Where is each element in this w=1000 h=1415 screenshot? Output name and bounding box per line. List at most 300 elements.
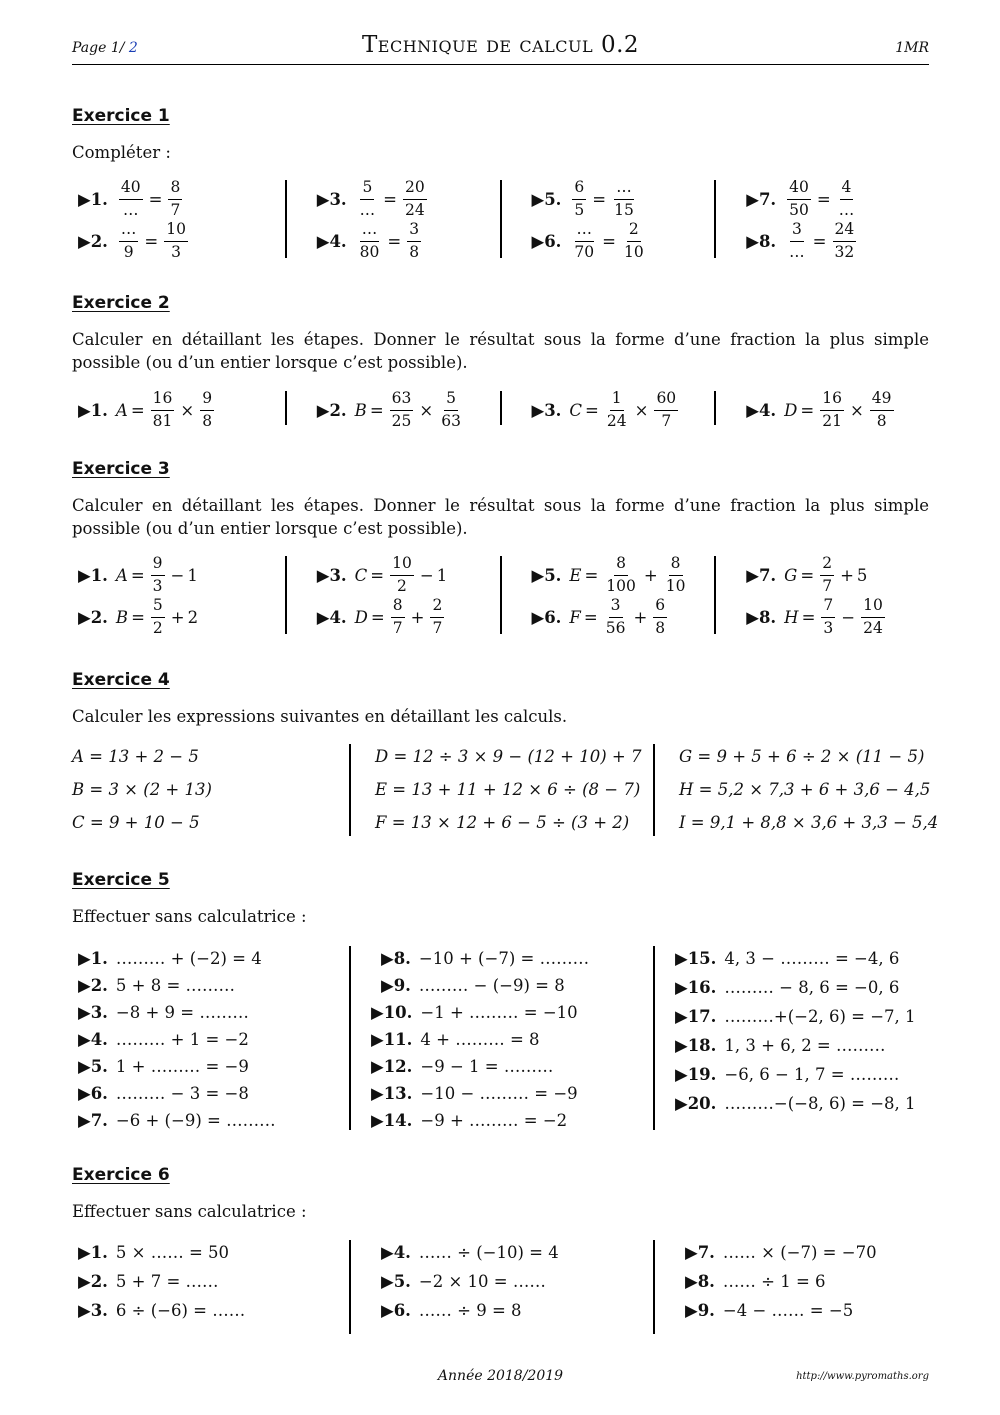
expression: …… × (−7) = −70 — [722, 1243, 877, 1262]
numerator: 49 — [870, 391, 894, 411]
item-number: ▶2. — [78, 1272, 108, 1291]
operator: − — [841, 607, 856, 627]
ex5-item — [381, 976, 565, 995]
numerator: 3 — [609, 598, 623, 618]
equals-sign: = — [130, 400, 145, 420]
fraction — [407, 222, 421, 260]
operator: + — [170, 607, 185, 627]
ex5-instruction: Effectuer sans calculatrice : — [72, 907, 307, 926]
item-number: ▶4. — [381, 1243, 411, 1262]
expression: 1 + ……… = −9 — [115, 1057, 249, 1076]
ex4-grid — [72, 744, 939, 836]
numerator: 4 — [840, 180, 854, 200]
fraction — [821, 598, 835, 636]
numerator: 16 — [820, 391, 844, 411]
equals-sign: = — [370, 565, 385, 585]
item-number: ▶18. — [675, 1036, 717, 1055]
denominator: … — [123, 200, 139, 219]
fraction — [390, 391, 414, 429]
ex5-item — [675, 978, 899, 997]
item-number: ▶3. — [78, 1003, 108, 1022]
ex5-item — [78, 949, 262, 968]
ex5-item — [78, 976, 235, 995]
denominator: 15 — [614, 200, 634, 219]
fraction — [151, 556, 165, 594]
equals-sign: = — [812, 231, 827, 251]
ex6-item — [381, 1272, 546, 1291]
variable-name: F — [569, 607, 581, 627]
numerator: 5 — [360, 180, 374, 200]
ex5-item — [78, 1003, 249, 1022]
item-number: ▶2. — [78, 607, 108, 627]
item-number: ▶15. — [675, 949, 717, 968]
fraction — [403, 180, 427, 218]
ex5-title: Exercice 5 — [72, 870, 170, 890]
fraction — [870, 391, 894, 429]
denominator: 8 — [655, 618, 666, 637]
ex6-title: Exercice 6 — [72, 1165, 170, 1185]
variable-name: E — [569, 565, 582, 585]
ex5-item — [675, 1007, 916, 1026]
ex3-item — [317, 556, 447, 594]
equals-sign: = — [383, 189, 397, 209]
integer-term: 1 — [436, 565, 448, 585]
fraction — [164, 222, 188, 260]
ex6-col-1 — [72, 1240, 349, 1334]
numerator: 8 — [669, 556, 683, 576]
item-number: ▶12. — [371, 1057, 413, 1076]
ex2-grid — [72, 389, 929, 430]
equals-sign: = — [801, 607, 816, 627]
ex6-item — [685, 1272, 826, 1291]
equals-sign: = — [583, 607, 598, 627]
denominator: 81 — [152, 411, 173, 430]
ex1-col-4 — [714, 178, 929, 261]
ex4-col-3 — [653, 744, 939, 836]
ex5-item — [371, 1030, 540, 1049]
page-total-link[interactable]: 2 — [128, 40, 138, 56]
operator: − — [419, 565, 434, 585]
ex6-col-3 — [653, 1240, 929, 1334]
ex3-grid — [72, 554, 929, 637]
ex1-item — [317, 180, 430, 218]
expression: ………−(−8, 6) = −8, 1 — [724, 1094, 916, 1113]
expression: A = 13 + 2 − 5 — [72, 747, 199, 766]
item-number: ▶5. — [78, 1057, 108, 1076]
footer-url[interactable]: http://www.pyromaths.org — [796, 1371, 929, 1382]
denominator: 80 — [359, 242, 380, 261]
numerator: 10 — [390, 556, 414, 576]
ex5-item — [371, 1057, 553, 1076]
fraction — [861, 598, 885, 636]
item-number: ▶8. — [746, 607, 777, 627]
expression: −9 − 1 = ……… — [420, 1057, 554, 1076]
ex4-col-2 — [349, 744, 653, 836]
expression: 6 ÷ (−6) = …… — [115, 1301, 246, 1320]
denominator: 63 — [441, 411, 461, 430]
item-number: ▶2. — [78, 231, 108, 251]
denominator: 8 — [202, 411, 213, 430]
expression: −1 + ……… = −10 — [420, 1003, 578, 1022]
ex5-item — [78, 1111, 276, 1130]
ex5-item — [371, 1084, 578, 1103]
ex4-instruction: Calculer les expressions suivantes en détaillant les calculs. — [72, 707, 568, 726]
expression: 1, 3 + 6, 2 = ……… — [724, 1036, 886, 1055]
denominator: 24 — [606, 411, 627, 430]
denominator: 100 — [606, 576, 636, 595]
page-header — [72, 30, 929, 65]
fraction — [833, 222, 857, 260]
integer-term: 2 — [187, 607, 199, 627]
item-number: ▶9. — [381, 976, 411, 995]
numerator: 5 — [151, 598, 165, 618]
ex5-item — [675, 1094, 916, 1113]
ex3-item — [78, 598, 198, 636]
equals-sign: = — [816, 189, 831, 209]
operator: + — [410, 607, 425, 627]
expression: ……… − (−9) = 8 — [418, 976, 565, 995]
ex3-col-3 — [500, 554, 715, 637]
fraction — [622, 222, 646, 260]
ex5-item — [675, 1065, 899, 1084]
footer-year: Année 2018/2019 — [437, 1368, 564, 1384]
variable-name: C — [354, 565, 368, 585]
denominator: 50 — [789, 200, 809, 219]
fraction — [605, 391, 629, 429]
fraction — [787, 180, 811, 218]
numerator: … — [575, 222, 595, 242]
ex3-col-2 — [285, 554, 500, 637]
numerator: 24 — [833, 222, 857, 242]
fraction — [358, 222, 382, 260]
ex5-grid — [72, 946, 929, 1130]
item-number: ▶8. — [685, 1272, 715, 1291]
expression: …… ÷ (−10) = 4 — [418, 1243, 559, 1262]
item-number: ▶9. — [685, 1301, 715, 1320]
item-number: ▶3. — [316, 189, 347, 209]
fraction — [439, 391, 463, 429]
ex2-title: Exercice 2 — [72, 293, 170, 313]
expression: B = 3 × (2 + 13) — [72, 780, 212, 799]
ex3-item — [532, 598, 671, 636]
fraction — [168, 180, 182, 218]
ex6-item — [381, 1301, 522, 1320]
fraction — [653, 598, 667, 636]
variable-name: B — [354, 400, 367, 420]
denominator: 7 — [392, 618, 403, 637]
item-number: ▶13. — [371, 1084, 413, 1103]
numerator: 20 — [403, 180, 427, 200]
ex3-item — [78, 556, 198, 594]
ex5-item — [371, 1003, 578, 1022]
ex3-instruction: Calculer en détaillant les étapes. Donner le résultat sous la forme d’une fraction la plus simple possible (ou d’un entier lorsque c’est possible). — [72, 496, 929, 538]
variable-name: H — [784, 607, 799, 627]
ex1-item — [78, 222, 191, 260]
denominator: 8 — [409, 242, 420, 261]
fraction — [151, 598, 165, 636]
denominator: 7 — [822, 576, 833, 595]
equals-sign: = — [130, 565, 145, 585]
numerator: … — [119, 222, 139, 242]
denominator: 21 — [822, 411, 842, 430]
expression: E = 13 + 11 + 12 × 6 ÷ (8 − 7) — [375, 780, 641, 799]
ex3-col-4 — [714, 554, 929, 637]
ex5-item — [675, 1036, 886, 1055]
item-number: ▶5. — [381, 1272, 411, 1291]
page — [72, 0, 939, 1415]
item-number: ▶3. — [316, 565, 347, 585]
expression: G = 9 + 5 + 6 ÷ 2 × (11 − 5) — [679, 747, 925, 766]
ex2-col-2 — [285, 389, 500, 430]
item-number: ▶3. — [531, 400, 562, 420]
equals-sign: = — [602, 231, 616, 251]
denominator: 3 — [171, 242, 182, 261]
expression: 5 + 8 = ……… — [115, 976, 236, 995]
variable-name: A — [115, 565, 128, 585]
equals-sign: = — [144, 231, 159, 251]
ex2-col-1 — [72, 389, 285, 430]
ex6-grid — [72, 1240, 929, 1334]
expression: −6, 6 − 1, 7 = ……… — [724, 1065, 900, 1084]
equals-sign: = — [387, 231, 402, 251]
operator: + — [840, 565, 854, 585]
numerator: 5 — [444, 391, 458, 411]
expression: 4 + ……… = 8 — [420, 1030, 540, 1049]
numerator: 2 — [430, 598, 444, 618]
ex5-col-1 — [72, 946, 349, 1130]
item-number: ▶20. — [675, 1094, 717, 1113]
denominator: … — [359, 200, 376, 219]
ex6-item — [78, 1301, 245, 1320]
fraction — [572, 222, 596, 260]
item-number: ▶8. — [381, 949, 411, 968]
denominator: 32 — [834, 242, 855, 261]
equals-sign: = — [585, 400, 599, 420]
operator: × — [419, 400, 434, 420]
item-number: ▶6. — [78, 1084, 108, 1103]
ex1-col-3 — [500, 178, 715, 261]
item-number: ▶6. — [531, 607, 562, 627]
fraction — [787, 222, 807, 260]
denominator: 56 — [605, 618, 626, 637]
ex3-col-1 — [72, 554, 285, 637]
numerator: 1 — [610, 391, 624, 411]
expression: −9 + ……… = −2 — [420, 1111, 568, 1130]
numerator: 9 — [200, 391, 214, 411]
document-title: Technique de calcul 0.2 — [361, 32, 640, 58]
expression: −8 + 9 = ……… — [115, 1003, 249, 1022]
ex6-instruction: Effectuer sans calculatrice : — [72, 1202, 307, 1221]
expression: −10 + (−7) = ……… — [418, 949, 590, 968]
variable-name: D — [784, 400, 798, 420]
ex5-item — [675, 949, 899, 968]
ex2-col-4 — [714, 389, 929, 430]
ex5-item — [78, 1030, 249, 1049]
numerator: 63 — [390, 391, 414, 411]
ex2-item — [78, 391, 217, 429]
numerator: 8 — [168, 180, 182, 200]
item-number: ▶1. — [78, 949, 108, 968]
denominator: 10 — [665, 576, 686, 595]
expression: ……… + 1 = −2 — [115, 1030, 249, 1049]
item-number: ▶4. — [316, 607, 347, 627]
denominator: 10 — [623, 242, 644, 261]
denominator: … — [838, 200, 855, 219]
operator: × — [634, 400, 649, 420]
ex4-title: Exercice 4 — [72, 670, 170, 690]
denominator: 7 — [170, 200, 181, 219]
item-number: ▶17. — [675, 1007, 717, 1026]
item-number: ▶3. — [78, 1301, 108, 1320]
ex5-item — [371, 1111, 567, 1130]
numerator: 8 — [614, 556, 628, 576]
numerator: 2 — [820, 556, 834, 576]
ex1-title: Exercice 1 — [72, 106, 170, 126]
item-number: ▶14. — [371, 1111, 413, 1130]
ex1-item — [78, 180, 185, 218]
fraction — [391, 598, 405, 636]
ex3-item — [532, 556, 691, 594]
numerator: 7 — [821, 598, 835, 618]
denominator: 3 — [823, 618, 834, 637]
item-number: ▶2. — [78, 976, 108, 995]
ex3-item — [746, 556, 867, 594]
fraction — [390, 556, 414, 594]
ex2-col-3 — [500, 389, 715, 430]
item-number: ▶1. — [78, 400, 108, 420]
ex2-item — [532, 391, 682, 429]
item-number: ▶7. — [746, 565, 777, 585]
operator: + — [633, 607, 648, 627]
item-number: ▶5. — [531, 189, 562, 209]
numerator: 9 — [151, 556, 165, 576]
expression: −6 + (−9) = ……… — [115, 1111, 276, 1130]
expression: ……… − 3 = −8 — [115, 1084, 249, 1103]
item-number: ▶11. — [371, 1030, 413, 1049]
item-number: ▶1. — [78, 189, 108, 209]
fraction — [151, 391, 175, 429]
ex2-item — [317, 391, 466, 429]
fraction — [604, 556, 638, 594]
fraction — [119, 222, 139, 260]
expression: ……… + (−2) = 4 — [115, 949, 262, 968]
ex6-item — [78, 1243, 229, 1262]
denominator: 3 — [152, 576, 163, 595]
denominator: 25 — [391, 411, 412, 430]
ex6-item — [685, 1301, 853, 1320]
denominator: 70 — [574, 242, 595, 261]
numerator: 3 — [790, 222, 804, 242]
ex1-grid — [72, 178, 929, 261]
numerator: … — [614, 180, 634, 200]
equals-sign: = — [800, 565, 815, 585]
integer-term: 5 — [856, 565, 868, 585]
fraction — [572, 180, 586, 218]
fraction — [358, 180, 378, 218]
fraction — [200, 391, 214, 429]
expression: D = 12 ÷ 3 × 9 − (12 + 10) + 7 — [375, 747, 642, 766]
ex1-item — [532, 180, 639, 218]
item-number: ▶1. — [78, 1243, 108, 1262]
equals-sign: = — [800, 400, 815, 420]
variable-name: B — [115, 607, 129, 627]
fraction — [664, 556, 688, 594]
item-number: ▶8. — [746, 231, 777, 251]
variable-name: C — [569, 400, 583, 420]
equals-sign: = — [369, 400, 384, 420]
expression: 5 + 7 = …… — [115, 1272, 219, 1291]
equals-sign: = — [584, 565, 599, 585]
equals-sign: = — [148, 189, 163, 209]
item-number: ▶6. — [381, 1301, 411, 1320]
operator: − — [170, 565, 185, 585]
ex3-item — [746, 598, 888, 636]
ex5-item — [381, 949, 589, 968]
item-number: ▶4. — [78, 1030, 108, 1049]
expression: −10 − ……… = −9 — [420, 1084, 578, 1103]
denominator: 24 — [863, 618, 883, 637]
denominator: 2 — [397, 576, 407, 595]
ex1-col-1 — [72, 178, 285, 261]
ex5-col-3 — [653, 946, 929, 1130]
item-number: ▶10. — [371, 1003, 413, 1022]
fraction — [119, 180, 143, 218]
denominator: 9 — [123, 242, 134, 261]
ex2-item — [746, 391, 896, 429]
fraction — [820, 556, 834, 594]
variable-name: D — [354, 607, 368, 627]
item-number: ▶4. — [746, 400, 777, 420]
numerator: … — [360, 222, 380, 242]
ex3-item — [317, 598, 448, 636]
ex4-col-1 — [72, 744, 349, 836]
fraction — [430, 598, 444, 636]
item-number: ▶7. — [746, 189, 777, 209]
ex6-col-2 — [349, 1240, 653, 1334]
numerator: 16 — [151, 391, 175, 411]
ex5-col-2 — [349, 946, 653, 1130]
expression: …… ÷ 1 = 6 — [722, 1272, 826, 1291]
class-label: 1MR — [895, 40, 929, 56]
fraction — [604, 598, 628, 636]
equals-sign: = — [131, 607, 145, 627]
ex1-item — [746, 180, 859, 218]
ex5-item — [78, 1084, 249, 1103]
denominator: 7 — [661, 411, 672, 430]
item-number: ▶19. — [675, 1065, 717, 1084]
denominator: 2 — [152, 618, 163, 637]
variable-name: A — [115, 400, 128, 420]
ex6-item — [685, 1243, 877, 1262]
ex6-item — [381, 1243, 559, 1262]
numerator: 60 — [654, 391, 678, 411]
expression: 4, 3 − ……… = −4, 6 — [724, 949, 900, 968]
item-number: ▶6. — [531, 231, 562, 251]
denominator: … — [789, 242, 805, 261]
fraction — [654, 391, 678, 429]
expression: …… ÷ 9 = 8 — [418, 1301, 522, 1320]
numerator: 6 — [653, 598, 667, 618]
numerator: 40 — [119, 180, 143, 200]
denominator: 7 — [432, 618, 443, 637]
ex6-item — [78, 1272, 219, 1291]
item-number: ▶7. — [78, 1111, 108, 1130]
ex1-item — [746, 222, 859, 260]
expression: C = 9 + 10 − 5 — [72, 813, 200, 832]
ex1-item — [317, 222, 424, 260]
fraction — [837, 180, 857, 218]
item-number: ▶7. — [685, 1243, 715, 1262]
